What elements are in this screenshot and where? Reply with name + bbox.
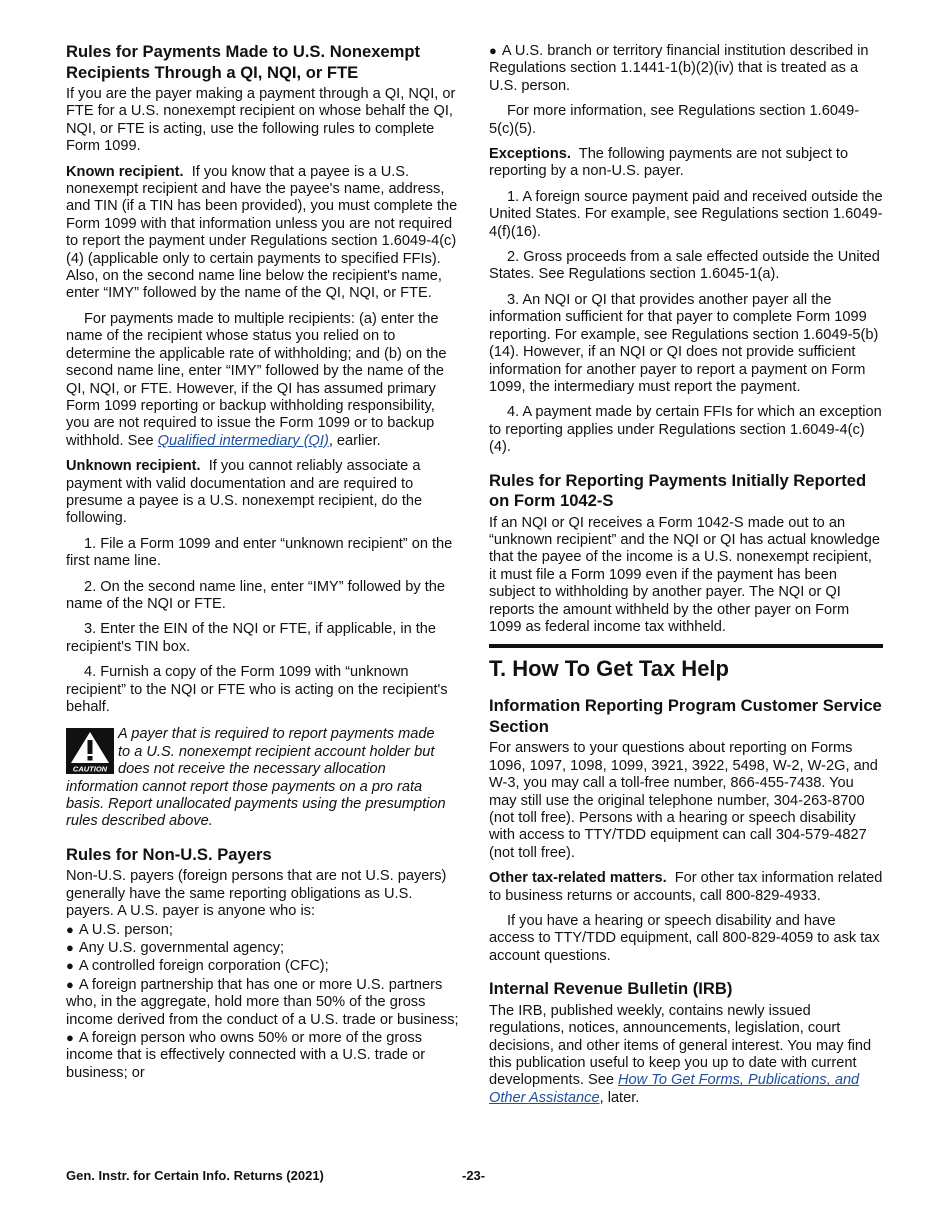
heading-irb: Internal Revenue Bulletin (IRB): [489, 979, 733, 999]
caution-text: [66, 726, 460, 830]
unknown-recipient-lead: Unknown recipient.: [66, 458, 201, 475]
list-item: ● A controlled foreign corporation (CFC);: [66, 958, 329, 975]
heading-irp: Information Reporting Program Customer Service Section: [489, 696, 882, 736]
paragraph-unknown-recipient: [66, 458, 460, 528]
bullet-text: A controlled foreign corporation (CFC);: [78, 958, 329, 975]
left-column: [66, 42, 460, 1082]
bullet-text: A U.S. person;: [78, 921, 173, 938]
exception-item: 2. Gross proceeds from a sale effected outside the United States. See Regulations section 1.6045-1(a).: [489, 249, 880, 283]
step-item: 3. Enter the EIN of the NQI or FTE, if applicable, in the recipient's TIN box.: [66, 621, 437, 655]
list-item: ● A U.S. person;: [66, 921, 173, 938]
bullet-text: Any U.S. governmental agency;: [78, 939, 285, 956]
bullet-text: A foreign partnership that has one or more U.S. partners who, in the aggregate, hold more than 50% of the gross income derived from the conduct of a U.S. trade or business;: [66, 976, 459, 1028]
irb-tail: , later.: [599, 1089, 640, 1106]
footer-title: Gen. Instr. for Certain Info. Returns (2021): [66, 1168, 324, 1183]
list-item: ● A U.S. branch or territory financial institution described in Regulations section 1.1441-1(b)(2)(iv) that is treated as a U.S. person.: [489, 43, 869, 94]
bullet-text: A U.S. branch or territory financial institution described in Regulations section 1.1441-1(b)(2)(iv) that is treated as a U.S. person.: [489, 43, 869, 94]
heading-non-us-payers: Rules for Non-U.S. Payers: [66, 844, 272, 864]
paragraph-tty: If you have a hearing or speech disability and have access to TTY/TDD equipment, call 800-829-4059 to ask tax account questions.: [489, 913, 880, 964]
caution-icon: [66, 728, 114, 774]
list-item: ● Any U.S. governmental agency;: [66, 939, 285, 956]
list-item: ● A foreign partnership that has one or more U.S. partners who, in the aggregate, hold more than 50% of the gross income derived from the conduct of a U.S. trade or business;: [66, 976, 459, 1028]
paragraph-more-info: For more information, see Regulations section 1.6049-5(c)(5).: [489, 103, 860, 137]
other-matters-lead: Other tax-related matters.: [489, 870, 667, 887]
exception-item: 1. A foreign source payment paid and received outside the United States. For example, see Regulations section 1.6049-4(f)(16).: [489, 188, 883, 240]
paragraph-irp: For answers to your questions about reporting on Forms 1096, 1097, 1098, 1099, 3921, 3922, 5498, W-2, W-2G, and W-3, you may call a toll-free number, 866-455-7438. You may still use the original telephone number, 304-263-8700 (not toll free). Persons with a hearing or speech disability with access to TTY/TDD equipment can call 304-579-4827 (not toll free).: [489, 740, 878, 861]
caution-label: CAUTION: [72, 764, 108, 774]
paragraph-multiple-recipients: [66, 311, 460, 450]
exceptions-text: The following payments are not subject to reporting by a non-U.S. payer.: [489, 146, 849, 180]
step-item: 1. File a Form 1099 and enter “unknown recipient” on the first name line.: [66, 535, 453, 570]
caution-line: does not receive the necessary allocation: [118, 761, 386, 778]
paragraph-known-recipient: [66, 164, 460, 303]
multiple-recipients-text: For payments made to multiple recipients: (a) enter the name of the recipient whose status you relied on to determine the applicable rate of withholding; and (b) on the second name line, enter “IMY” followed by the name of the QI, NQI, or FTE. However, if the QI has assumed primary Form 1099 reporting or backup withholding responsibility, you are not required to issue the Form 1099 or to backup withhold. See: [66, 310, 447, 449]
heading-section-t: T. How To Get Tax Help: [489, 656, 729, 682]
list-item: ● A foreign person who owns 50% or more of the gross income that is effectively connected with a U.S. trade or business; or: [66, 1030, 426, 1081]
other-matters-text: For other tax information related to business returns or accounts, call 800-829-4933.: [489, 870, 883, 904]
caution-line: to a U.S. nonexempt recipient account holder but: [118, 743, 435, 760]
step-item: 2. On the second name line, enter “IMY” followed by the name of the NQI or FTE.: [66, 578, 445, 612]
heading-1042s: Rules for Reporting Payments Initially Reported on Form 1042-S: [489, 470, 867, 511]
qi-link[interactable]: Qualified intermediary (QI): [157, 432, 329, 449]
caution-line: A payer that is required to report payments made: [118, 726, 435, 743]
page-number: -23-: [462, 1168, 486, 1183]
irb-text: The IRB, published weekly, contains newly issued regulations, notices, announcements, legislation, court decisions, and other items of general interest. You may find this publication useful to keep you up to date with current developments. See: [489, 1002, 872, 1089]
multiple-recipients-tail: , earlier.: [328, 432, 381, 449]
section-divider: [489, 644, 883, 648]
caution-note: [66, 726, 460, 830]
caution-rest: information cannot report those payments on a pro rata basis. Report unallocated payments using the presumption rules described above.: [66, 778, 446, 830]
right-column: [489, 42, 883, 1115]
known-recipient-lead: Known recipient.: [66, 163, 184, 180]
paragraph-non-us-intro: Non-U.S. payers (foreign persons that are not U.S. payers) generally have the same reporting obligations as U.S. payers. A U.S. payer is anyone who is:: [66, 868, 447, 920]
unknown-recipient-text: If you cannot reliably associate a payment with valid documentation and are required to presume a payee is a U.S. nonexempt recipient, do the following.: [66, 458, 423, 527]
known-recipient-text: If you know that a payee is a U.S. nonexempt recipient and have the payee's name, address, and TIN (if a TIN has been provided), you must complete the Form 1099 with that information unless you are not required to report the payment under Regulations section 1.6049-4(c)(4) (applicable only to certain payments to specified FFIs). Also, on the second name line below the recipient's name, enter “IMY” followed by the name of the QI, NQI, or FTE.: [66, 163, 458, 302]
paragraph-irb: [489, 1003, 883, 1107]
paragraph-1042s: If an NQI or QI receives a Form 1042-S made out to an “unknown recipient” and the NQI or QI has actual knowledge that the payee of the income is a U.S. nonexempt recipient, it must file a Form 1099 even if the payment has been subject to withholding by another payer. The NQI or QI reports the amount withheld by the other payer on Form 1099 as federal income tax withheld.: [489, 514, 881, 635]
paragraph-other-matters: [489, 870, 883, 905]
bullet-text: A foreign person who owns 50% or more of the gross income that is effectively connected with a U.S. trade or business; or: [66, 1030, 426, 1081]
paragraph-exceptions: [489, 146, 883, 181]
step-item: 4. Furnish a copy of the Form 1099 with “unknown recipient” to the NQI or FTE who is acting on the recipient's behalf.: [66, 664, 448, 715]
get-forms-link[interactable]: How To Get Forms, Publications, and Other Assistance: [489, 1072, 860, 1106]
exceptions-lead: Exceptions.: [489, 146, 571, 163]
exception-item: 4. A payment made by certain FFIs for which an exception to reporting applies under Regulations section 1.6049-4(c)(4).: [489, 404, 882, 456]
paragraph-intro: If you are the payer making a payment through a QI, NQI, or FTE for a U.S. nonexempt recipient on whose behalf the QI, NQI, or FTE is acting, use the following rules to complete Form 1099.: [66, 86, 456, 155]
heading-qi-rules: Rules for Payments Made to U.S. Nonexempt Recipients Through a QI, NQI, or FTE: [66, 42, 421, 82]
exception-item: 3. An NQI or QI that provides another payer all the information sufficient for that payer to complete Form 1099 reporting. For example, see Regulations section 1.6049-5(b)(14). However, if an NQI or QI does not provide sufficient information for another payer to report a payment on Form 1099, the intermediary must report the payment.: [489, 291, 879, 395]
